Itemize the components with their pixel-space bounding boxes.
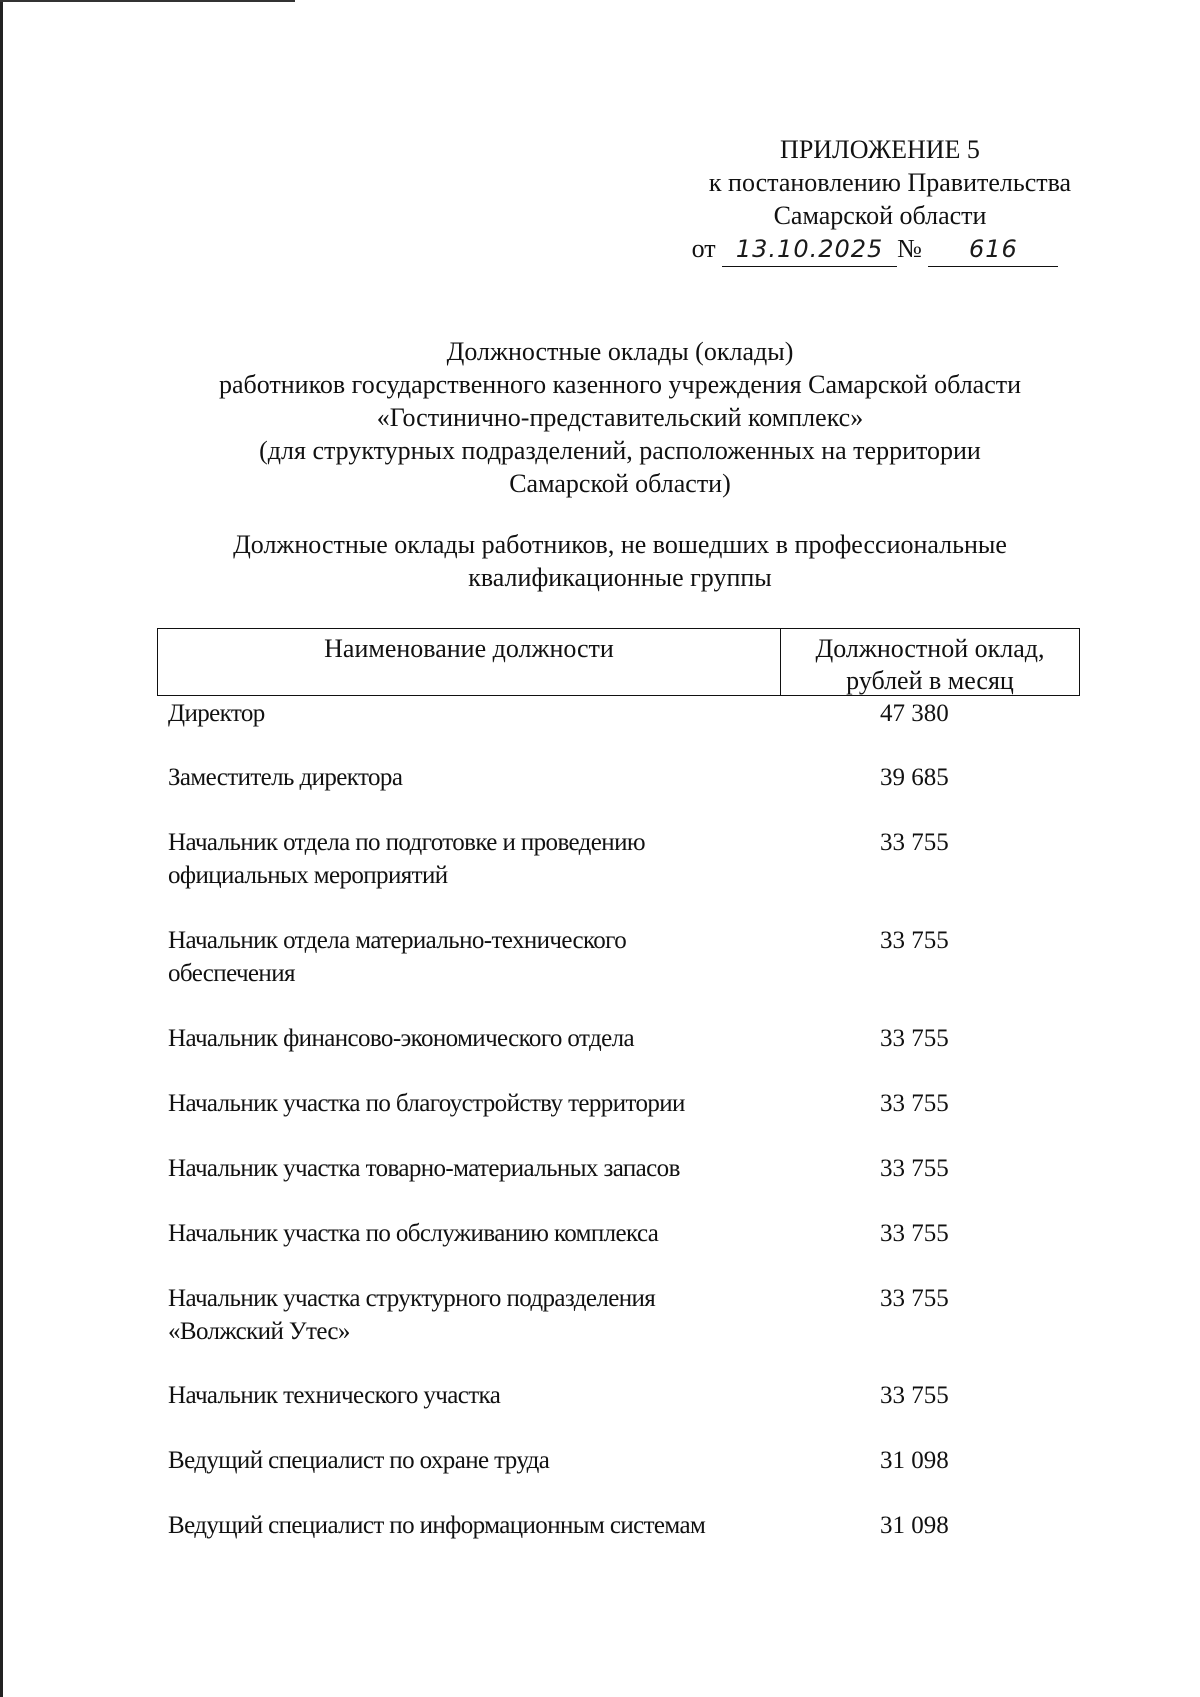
document-subtitle xyxy=(120,528,1120,594)
row-name-line-1: Начальник отдела по подготовке и проведению xyxy=(168,829,645,856)
title-line-4: (для структурных подразделений, расположенных на территории xyxy=(259,436,981,465)
row-name-line-1: Ведущий специалист по охране труда xyxy=(168,1447,550,1474)
row-position-name xyxy=(168,924,768,990)
row-name-line-1: Начальник финансово-экономического отдела xyxy=(168,1025,634,1052)
appendix-title: ПРИЛОЖЕНИЕ 5 xyxy=(780,135,980,164)
row-salary: 47 380 xyxy=(880,700,949,727)
row-name-line-1: Начальник участка по благоустройству территории xyxy=(168,1090,685,1117)
row-salary: 33 755 xyxy=(880,1025,949,1052)
row-name-line-1: Начальник технического участка xyxy=(168,1382,501,1409)
row-name-line-1: Начальник отдела материально-технического xyxy=(168,927,627,954)
subtitle-line-1: Должностные оклады работников, не вошедших в профессиональные xyxy=(233,530,1007,559)
row-position-name xyxy=(168,826,768,892)
row-salary: 33 755 xyxy=(880,1220,949,1247)
scan-top-edge xyxy=(0,0,295,2)
row-name-line-1: Начальник участка товарно-материальных запасов xyxy=(168,1155,680,1182)
table-header xyxy=(157,628,1080,696)
row-name-line-1: Ведущий специалист по информационным системам xyxy=(168,1512,706,1539)
row-position-name xyxy=(168,1379,768,1412)
row-salary: 31 098 xyxy=(880,1512,949,1539)
row-position-name xyxy=(168,1022,768,1055)
row-salary: 33 755 xyxy=(880,927,949,954)
row-salary: 33 755 xyxy=(880,1285,949,1312)
row-salary: 31 098 xyxy=(880,1447,949,1474)
appendix-block xyxy=(640,133,1100,267)
title-line-5: Самарской области) xyxy=(509,469,731,498)
row-position-name xyxy=(168,761,768,794)
row-position-name xyxy=(168,1152,768,1185)
row-name-line-2: обеспечения xyxy=(168,960,295,987)
row-position-name xyxy=(168,1444,768,1477)
header-salary-line-1: Должностной оклад, xyxy=(815,634,1045,663)
row-name-line-1: Директор xyxy=(168,700,265,727)
row-name-line-1: Заместитель директора xyxy=(168,764,403,791)
title-line-1: Должностные оклады (оклады) xyxy=(446,337,794,366)
row-position-name xyxy=(168,697,768,730)
row-salary: 33 755 xyxy=(880,829,949,856)
row-salary: 33 755 xyxy=(880,1155,949,1182)
header-salary xyxy=(781,629,1079,695)
row-position-name xyxy=(168,1087,768,1120)
row-name-line-2: официальных мероприятий xyxy=(168,862,448,889)
row-name-line-1: Начальник участка структурного подразделения xyxy=(168,1285,656,1312)
row-position-name xyxy=(168,1509,768,1542)
header-position-name: Наименование должности xyxy=(158,629,781,695)
row-salary: 33 755 xyxy=(880,1090,949,1117)
handwritten-date: 13.10.2025 xyxy=(722,233,897,267)
handwritten-number: 616 xyxy=(928,233,1058,267)
row-position-name xyxy=(168,1282,768,1348)
row-salary: 33 755 xyxy=(880,1382,949,1409)
title-line-2: работников государственного казенного учреждения Самарской области xyxy=(218,370,1022,399)
date-prefix: от xyxy=(691,234,716,263)
appendix-line-3: Самарской области xyxy=(773,201,987,230)
number-prefix: № xyxy=(897,234,922,263)
appendix-date-number xyxy=(640,232,1100,267)
row-position-name xyxy=(168,1217,768,1250)
header-salary-line-2: рублей в месяц xyxy=(846,666,1014,695)
scan-left-edge xyxy=(0,0,3,1697)
row-name-line-1: Начальник участка по обслуживанию комплекса xyxy=(168,1220,659,1247)
subtitle-line-2: квалификационные группы xyxy=(468,563,772,592)
row-salary: 39 685 xyxy=(880,764,949,791)
appendix-line-2: к постановлению Правительства xyxy=(708,168,1072,197)
title-line-3: «Гостинично-представительский комплекс» xyxy=(376,403,864,432)
document-title xyxy=(120,335,1120,500)
row-name-line-2: «Волжский Утес» xyxy=(168,1318,350,1345)
